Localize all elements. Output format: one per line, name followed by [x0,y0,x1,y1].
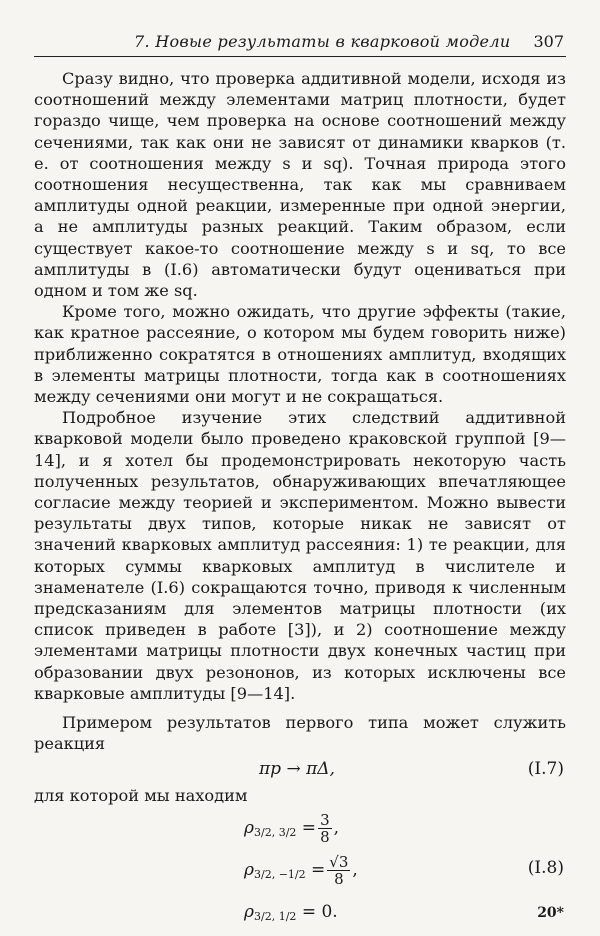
signature-mark: 20* [537,905,564,921]
paragraph-2: Кроме того, можно ожидать, что другие эффекты (такие, как кратное рассеяние, о котором мы будем говорить ниже) приближенно сократятся в отношениях амплитуд, входящих в элементы матрицы плотности, тогда как в соотношениях между сечениями они могут и не сокращаться. [34,302,566,407]
page-number: 307 [533,32,564,51]
paragraph-4: Примером результатов первого типа может служить реакция [34,713,566,754]
equation-i7-label: (I.7) [527,758,564,779]
chapter-title: 7. Новые результаты в кварковой модели [134,32,511,51]
equation-i8 [34,806,566,932]
equation-i8-line1: $\rho_{3/2, 3/2}$ = $\frac{3}{8}$ , [244,810,340,846]
equation-i7 [34,755,566,785]
equation-i8-line3: $\rho_{3/2, 1/2} = 0$. [244,901,338,923]
paragraph-1: Сразу видно, что проверка аддитивной модели, исходя из соотношений между элементами матриц плотности, будет гораздо чище, чем проверка на основе соотношений между сечениями, так как они не зависят от динамики кварков (т. е. от соотношения между s и sq). Точная природа этого соотношения несущественна, так как мы сравниваем амплитуды одной реакции, измеренные при одной энергии, а не амплитуды разных реакций. Таким образом, если существует какое-то соотношение между s и sq, то все амплитуды в (I.6) автоматически будут оцениваться при одном и том же sq. [34,69,566,301]
page-body [34,68,566,932]
running-header [34,30,566,57]
equation-i8-line2: $\rho_{3/2, -1/2}$ = $\frac{√3}{8}$ , [244,852,358,888]
paragraph-5: для которой мы находим [34,785,248,805]
equation-i7-expr: πp → πΔ, [259,758,335,779]
equation-i8-label: (I.8) [527,857,564,878]
paragraph-3: Подробное изучение этих следствий аддитивной кварковой модели было проведено краковской группой [9—14], и я хотел бы продемонстрировать некоторую часть полученных результатов, обнаруживающих впечатляющее согласие между теорией и экспериментом. Можно вывести результаты двух типов, которые никак не зависят от значений кварковых амплитуд рассеяния: 1) те реакции, для которых суммы кварковых амплитуд в числителе и знаменателе (I.6) сокращаются точно, приводя к численным предсказаниям для элементов матрицы плотности (их список приведен в работе [3]), и 2) соотношение между элементами матрицы плотности двух конечных частиц при образовании двух резононов, из которых исключены все кварковые амплитуды [9—14]. [34,408,566,703]
